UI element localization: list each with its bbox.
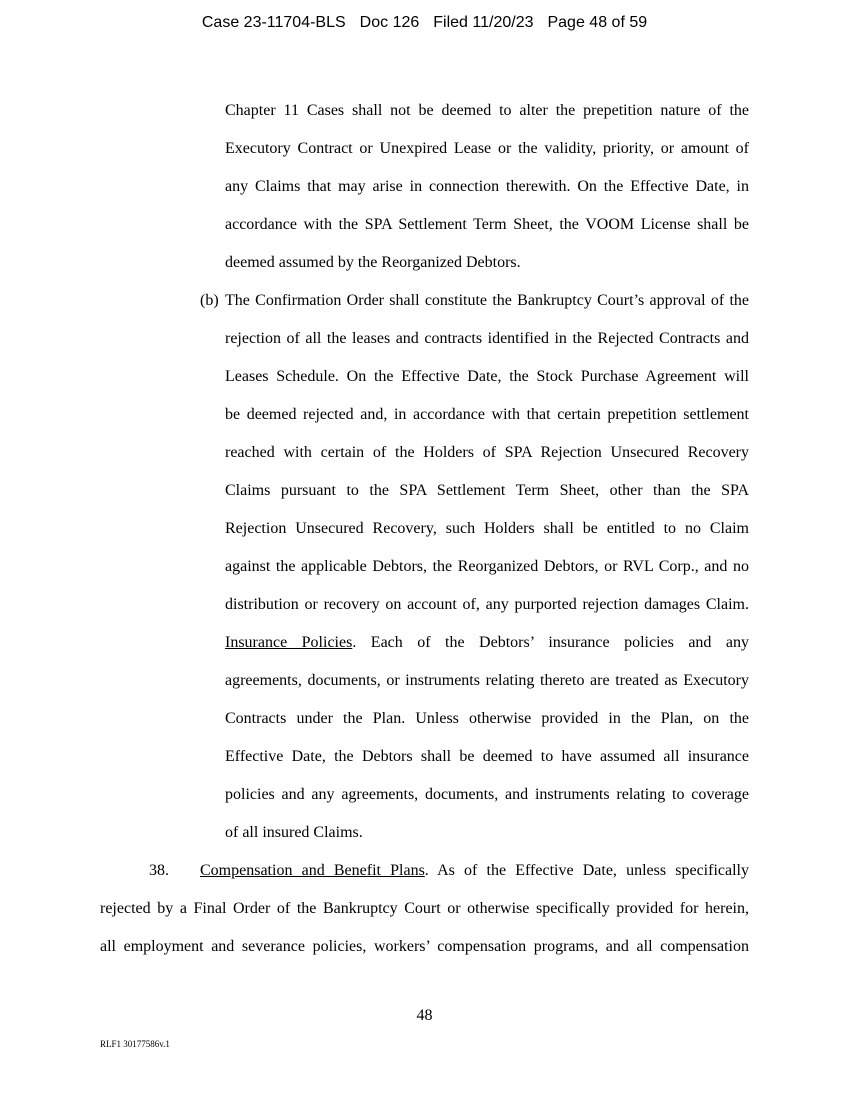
paragraph-number-38: 38. bbox=[149, 862, 169, 879]
doc-number: Doc 126 bbox=[359, 14, 420, 31]
compensation-heading: Compensation and Benefit Plans bbox=[200, 862, 425, 879]
text-line: reached with certain of the Holders of SPA Rejection Unsecured Recovery bbox=[225, 444, 749, 461]
filed-date: Filed 11/20/23 bbox=[433, 14, 534, 31]
text-line: accordance with the SPA Settlement Term Sheet, the VOOM License shall be bbox=[225, 216, 749, 233]
text-line: of all insured Claims. bbox=[225, 824, 363, 841]
text-line: Chapter 11 Cases shall not be deemed to alter the prepetition nature of the bbox=[225, 102, 749, 119]
document-id: RLF1 30177586v.1 bbox=[100, 1039, 170, 1049]
text-line: Rejection Unsecured Recovery, such Holders shall be entitled to no Claim bbox=[225, 520, 749, 537]
text-line: Claims pursuant to the SPA Settlement Term Sheet, other than the SPA bbox=[225, 482, 749, 499]
text-line: Executory Contract or Unexpired Lease or the validity, priority, or amount of bbox=[225, 140, 749, 157]
text-line: Leases Schedule. On the Effective Date, the Stock Purchase Agreement will bbox=[225, 368, 749, 385]
text-line bbox=[200, 861, 749, 881]
text-line: against the applicable Debtors, the Reorganized Debtors, or RVL Corp., and no bbox=[225, 558, 749, 575]
case-number: Case 23-11704-BLS bbox=[201, 14, 346, 31]
text-line: agreements, documents, or instruments relating thereto are treated as Executory bbox=[225, 672, 749, 689]
page-of-total: Page 48 of 59 bbox=[547, 14, 648, 31]
page-number: 48 bbox=[416, 1007, 433, 1024]
list-marker-b: (b) bbox=[200, 292, 219, 309]
text-line: The Confirmation Order shall constitute the Bankruptcy Court’s approval of the bbox=[225, 292, 749, 309]
text-line: deemed assumed by the Reorganized Debtors. bbox=[225, 254, 521, 271]
text-line: distribution or recovery on account of, any purported rejection damages Claim. bbox=[225, 596, 749, 613]
text-line: any Claims that may arise in connection therewith. On the Effective Date, in bbox=[225, 178, 749, 195]
text-line: all employment and severance policies, workers’ compensation programs, and all compensation bbox=[100, 938, 749, 955]
case-header bbox=[0, 14, 849, 32]
compensation-first-line: . As of the Effective Date, unless specifically bbox=[424, 862, 749, 879]
text-line bbox=[225, 633, 749, 653]
text-line: Effective Date, the Debtors shall be deemed to have assumed all insurance bbox=[225, 748, 749, 765]
text-line: policies and any agreements, documents, and instruments relating to coverage bbox=[225, 786, 749, 803]
text-line: rejected by a Final Order of the Bankruptcy Court or otherwise specifically provided for herein, bbox=[100, 900, 749, 917]
insurance-policies-heading: Insurance Policies bbox=[225, 634, 353, 651]
insurance-first-line: . Each of the Debtors’ insurance policies and any bbox=[352, 634, 749, 651]
text-line: Contracts under the Plan. Unless otherwise provided in the Plan, on the bbox=[225, 710, 749, 727]
text-line: be deemed rejected and, in accordance with that certain prepetition settlement bbox=[225, 406, 749, 423]
text-line: rejection of all the leases and contracts identified in the Rejected Contracts and bbox=[225, 330, 749, 347]
